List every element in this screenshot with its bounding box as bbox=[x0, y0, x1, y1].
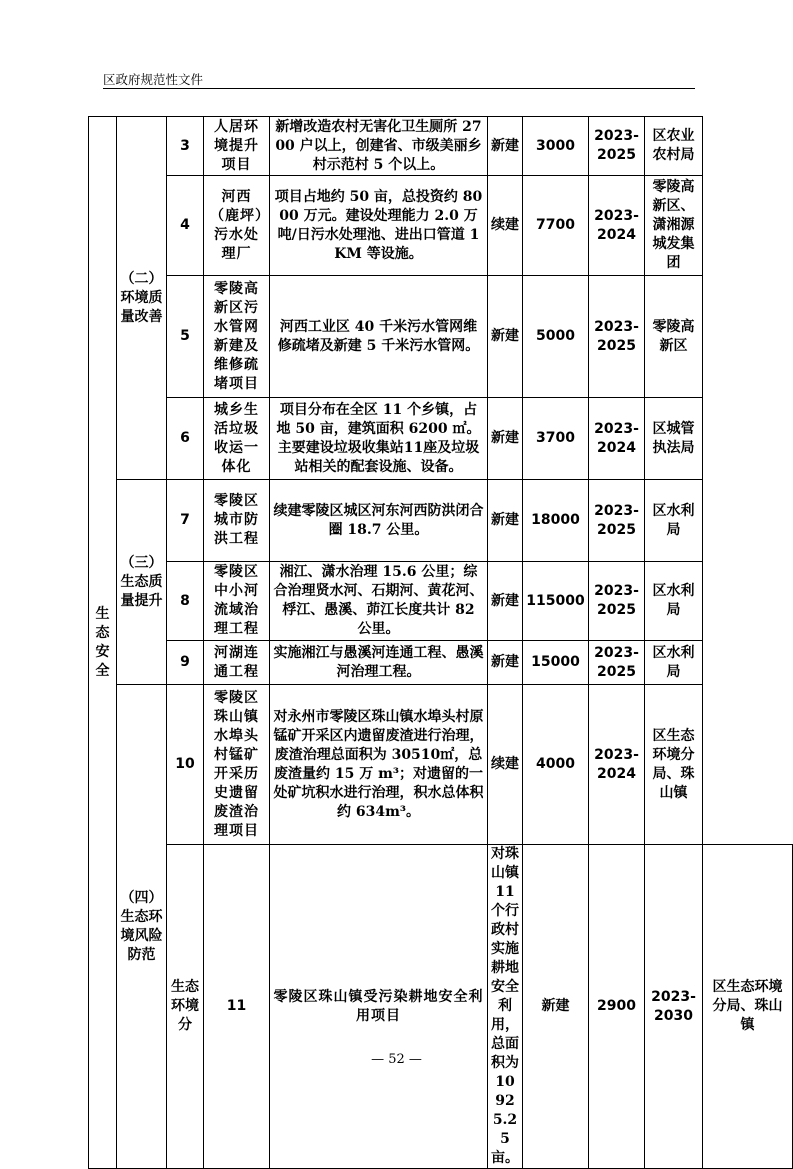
project-content: 项目占地约 50 亩，总投资约 8000 万元。建设处理能力 2.0 万吨/日污水处理池、进出口管道 1KM 等设施。 bbox=[270, 176, 488, 276]
row-number: 5 bbox=[167, 276, 204, 398]
table-row bbox=[89, 562, 793, 641]
period: 2023-2025 bbox=[589, 480, 645, 562]
investment: 7700 bbox=[523, 176, 589, 276]
build-type: 新建 bbox=[488, 276, 523, 398]
table-row bbox=[89, 845, 793, 1169]
table-row bbox=[89, 176, 793, 276]
page-number: — 52 — bbox=[371, 1052, 422, 1067]
project-name: 零陵区城市防洪工程 bbox=[204, 480, 270, 562]
table-row bbox=[89, 641, 793, 685]
row-number: 4 bbox=[167, 176, 204, 276]
build-type: 新建 bbox=[488, 398, 523, 480]
category-label: （三）生态质量提升 bbox=[117, 480, 167, 685]
project-name: 河西（鹿坪）污水处理厂 bbox=[204, 176, 270, 276]
build-type: 新建 bbox=[488, 641, 523, 685]
section-label: 生态安全 bbox=[89, 117, 117, 1169]
category-label: （二）环境质量改善 bbox=[117, 117, 167, 480]
build-type: 续建 bbox=[488, 176, 523, 276]
row-number: 3 bbox=[167, 117, 204, 176]
project-name: 零陵区珠山镇受污染耕地安全利用项目 bbox=[270, 845, 488, 1169]
period: 2023-2025 bbox=[589, 276, 645, 398]
investment: 4000 bbox=[523, 685, 589, 845]
investment: 18000 bbox=[523, 480, 589, 562]
table-row bbox=[89, 398, 793, 480]
header-rule bbox=[103, 88, 695, 89]
department: 区水利局 bbox=[645, 641, 703, 685]
department: 区水利局 bbox=[645, 480, 703, 562]
period: 2023-2025 bbox=[589, 641, 645, 685]
table-row bbox=[89, 480, 793, 562]
project-content: 项目分布在全区 11 个乡镇，占地 50 亩，建筑面积 6200 ㎡。主要建设垃圾收集站11座及垃圾站相关的配套设施、设备。 bbox=[270, 398, 488, 480]
project-name: 河湖连通工程 bbox=[204, 641, 270, 685]
investment: 3700 bbox=[523, 398, 589, 480]
investment: 5000 bbox=[523, 276, 589, 398]
period: 2023-2025 bbox=[589, 117, 645, 176]
row-number: 10 bbox=[167, 685, 204, 845]
department: 区生态环境分局、珠山镇 bbox=[645, 685, 703, 845]
investment: 2900 bbox=[589, 845, 645, 1169]
project-name: 零陵高新区污水管网新建及维修疏堵项目 bbox=[204, 276, 270, 398]
table-row bbox=[89, 276, 793, 398]
investment: 15000 bbox=[523, 641, 589, 685]
department: 零陵高新区、潇湘源城发集团 bbox=[645, 176, 703, 276]
project-content: 续建零陵区城区河东河西防洪闭合圈 18.7 公里。 bbox=[270, 480, 488, 562]
project-content: 河西工业区 40 千米污水管网维修疏堵及新建 5 千米污水管网。 bbox=[270, 276, 488, 398]
table-row bbox=[89, 685, 793, 845]
project-content: 实施湘江与愚溪河连通工程、愚溪河治理工程。 bbox=[270, 641, 488, 685]
build-type: 新建 bbox=[523, 845, 589, 1169]
period: 2023-2024 bbox=[589, 685, 645, 845]
section-label: 生态环境分 bbox=[167, 845, 204, 1169]
row-number: 6 bbox=[167, 398, 204, 480]
build-type: 新建 bbox=[488, 562, 523, 641]
project-name: 零陵区中小河流域治理工程 bbox=[204, 562, 270, 641]
investment: 3000 bbox=[523, 117, 589, 176]
department: 区农业农村局 bbox=[645, 117, 703, 176]
department: 区生态环境分局、珠山镇 bbox=[703, 845, 793, 1169]
project-table bbox=[88, 116, 793, 1169]
row-number: 8 bbox=[167, 562, 204, 641]
category-label: （四）生态环境风险防范 bbox=[117, 685, 167, 1169]
build-type: 续建 bbox=[488, 685, 523, 845]
build-type: 新建 bbox=[488, 117, 523, 176]
table-row bbox=[89, 117, 793, 176]
build-type: 新建 bbox=[488, 480, 523, 562]
project-name: 零陵区珠山镇水埠头村锰矿开采历史遗留废渣治理项目 bbox=[204, 685, 270, 845]
project-content: 对永州市零陵区珠山镇水埠头村原锰矿开采区内遗留废渣进行治理，废渣治理总面积为 30510㎡，总废渣量约 15 万 m³；对遗留的一处矿坑积水进行治理，积水总体积约 634m³。 bbox=[270, 685, 488, 845]
period: 2023-2024 bbox=[589, 398, 645, 480]
row-number: 7 bbox=[167, 480, 204, 562]
department: 零陵高新区 bbox=[645, 276, 703, 398]
document-header: 区政府规范性文件 bbox=[103, 72, 204, 87]
period: 2023-2024 bbox=[589, 176, 645, 276]
investment: 115000 bbox=[523, 562, 589, 641]
period: 2023-2030 bbox=[645, 845, 703, 1169]
project-content: 对珠山镇 11 个行政村实施耕地安全利用，总面积为 10925.25 亩。 bbox=[488, 845, 523, 1169]
period: 2023-2025 bbox=[589, 562, 645, 641]
project-content: 湘江、潇水治理 15.6 公里；综合治理贤水河、石期河、黄花河、桴江、愚溪、茆江长度共计 82 公里。 bbox=[270, 562, 488, 641]
project-content: 新增改造农村无害化卫生厕所 2700 户以上，创建省、市级美丽乡村示范村 5 个以上。 bbox=[270, 117, 488, 176]
project-name: 城乡生活垃圾收运一体化 bbox=[204, 398, 270, 480]
project-name: 人居环境提升项目 bbox=[204, 117, 270, 176]
department: 区水利局 bbox=[645, 562, 703, 641]
row-number: 9 bbox=[167, 641, 204, 685]
department: 区城管执法局 bbox=[645, 398, 703, 480]
row-number: 11 bbox=[204, 845, 270, 1169]
